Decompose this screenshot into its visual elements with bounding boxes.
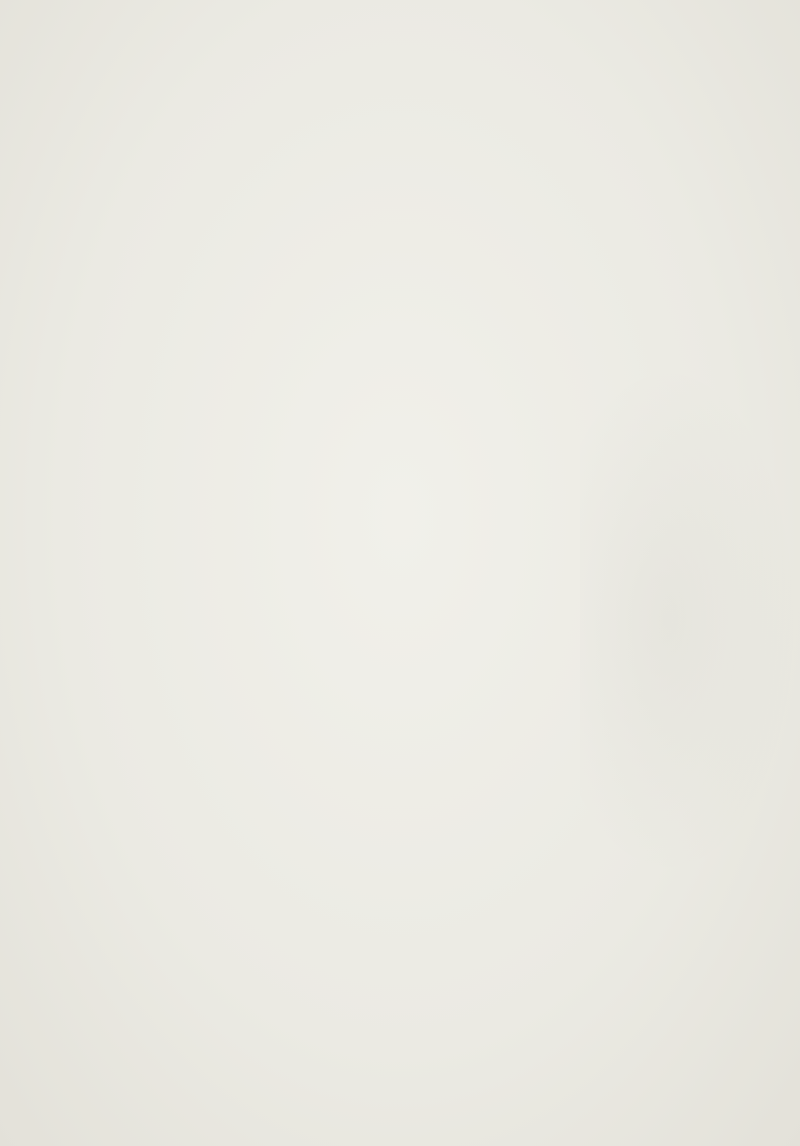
show-through-stain bbox=[580, 360, 800, 880]
